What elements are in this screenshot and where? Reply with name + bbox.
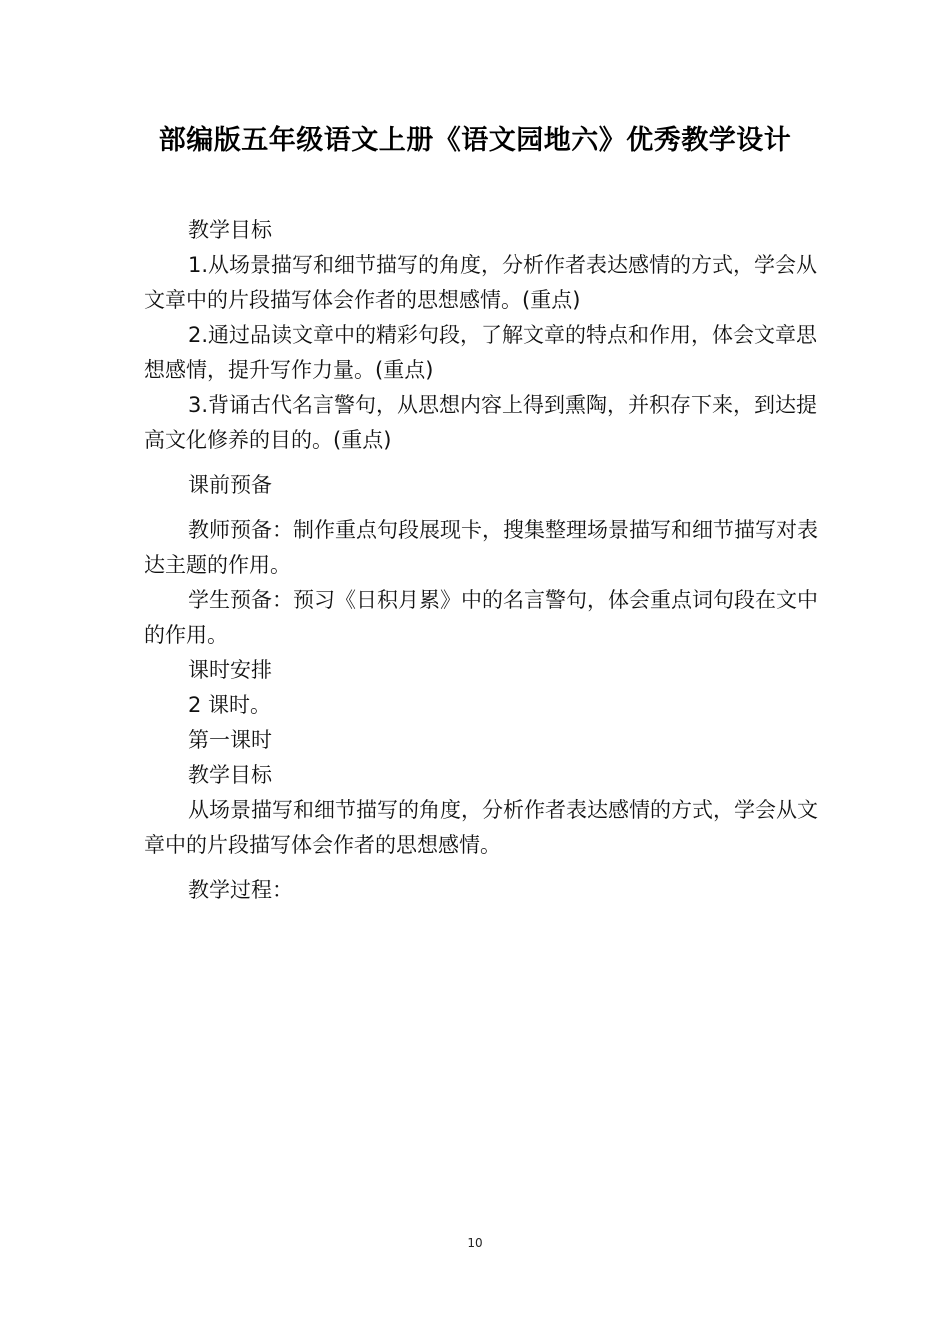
paragraph-first-lesson: 第一课时 xyxy=(188,728,272,752)
paragraph-lesson-goals-heading: 教学目标 xyxy=(188,763,272,787)
document-body xyxy=(144,213,820,908)
paragraph-goal-1: 1.从场景描写和细节描写的角度，分析作者表达感情的方式，学会从文章中的片段描写体会作者的思想感情。(重点) xyxy=(144,253,818,312)
paragraph-goal-2: 2.通过品读文章中的精彩句段，了解文章的特点和作用，体会文章思想感情，提升写作力量。(重点) xyxy=(144,323,818,382)
paragraph-teaching-goals-heading: 教学目标 xyxy=(188,218,272,242)
paragraph-schedule-heading: 课时安排 xyxy=(188,658,272,682)
paragraph-preparation-heading: 课前预备 xyxy=(188,473,272,497)
page-number: 10 xyxy=(467,1236,483,1250)
paragraph-lesson-goal: 从场景描写和细节描写的角度，分析作者表达感情的方式，学会从文章中的片段描写体会作者的思想感情。 xyxy=(144,798,818,857)
paragraph-teacher-preparation: 教师预备：制作重点句段展现卡，搜集整理场景描写和细节描写对表达主题的作用。 xyxy=(144,518,818,577)
paragraph-goal-3: 3.背诵古代名言警句，从思想内容上得到熏陶，并积存下来，到达提高文化修养的目的。(重点) xyxy=(144,393,818,452)
paragraph-process-heading: 教学过程： xyxy=(188,878,293,902)
paragraph-schedule-value: 2 课时。 xyxy=(188,693,272,717)
paragraph-student-preparation: 学生预备：预习《日积月累》中的名言警句，体会重点词句段在文中的作用。 xyxy=(144,588,818,647)
document-title: 部编版五年级语文上册《语文园地六》优秀教学设计 xyxy=(158,125,792,156)
